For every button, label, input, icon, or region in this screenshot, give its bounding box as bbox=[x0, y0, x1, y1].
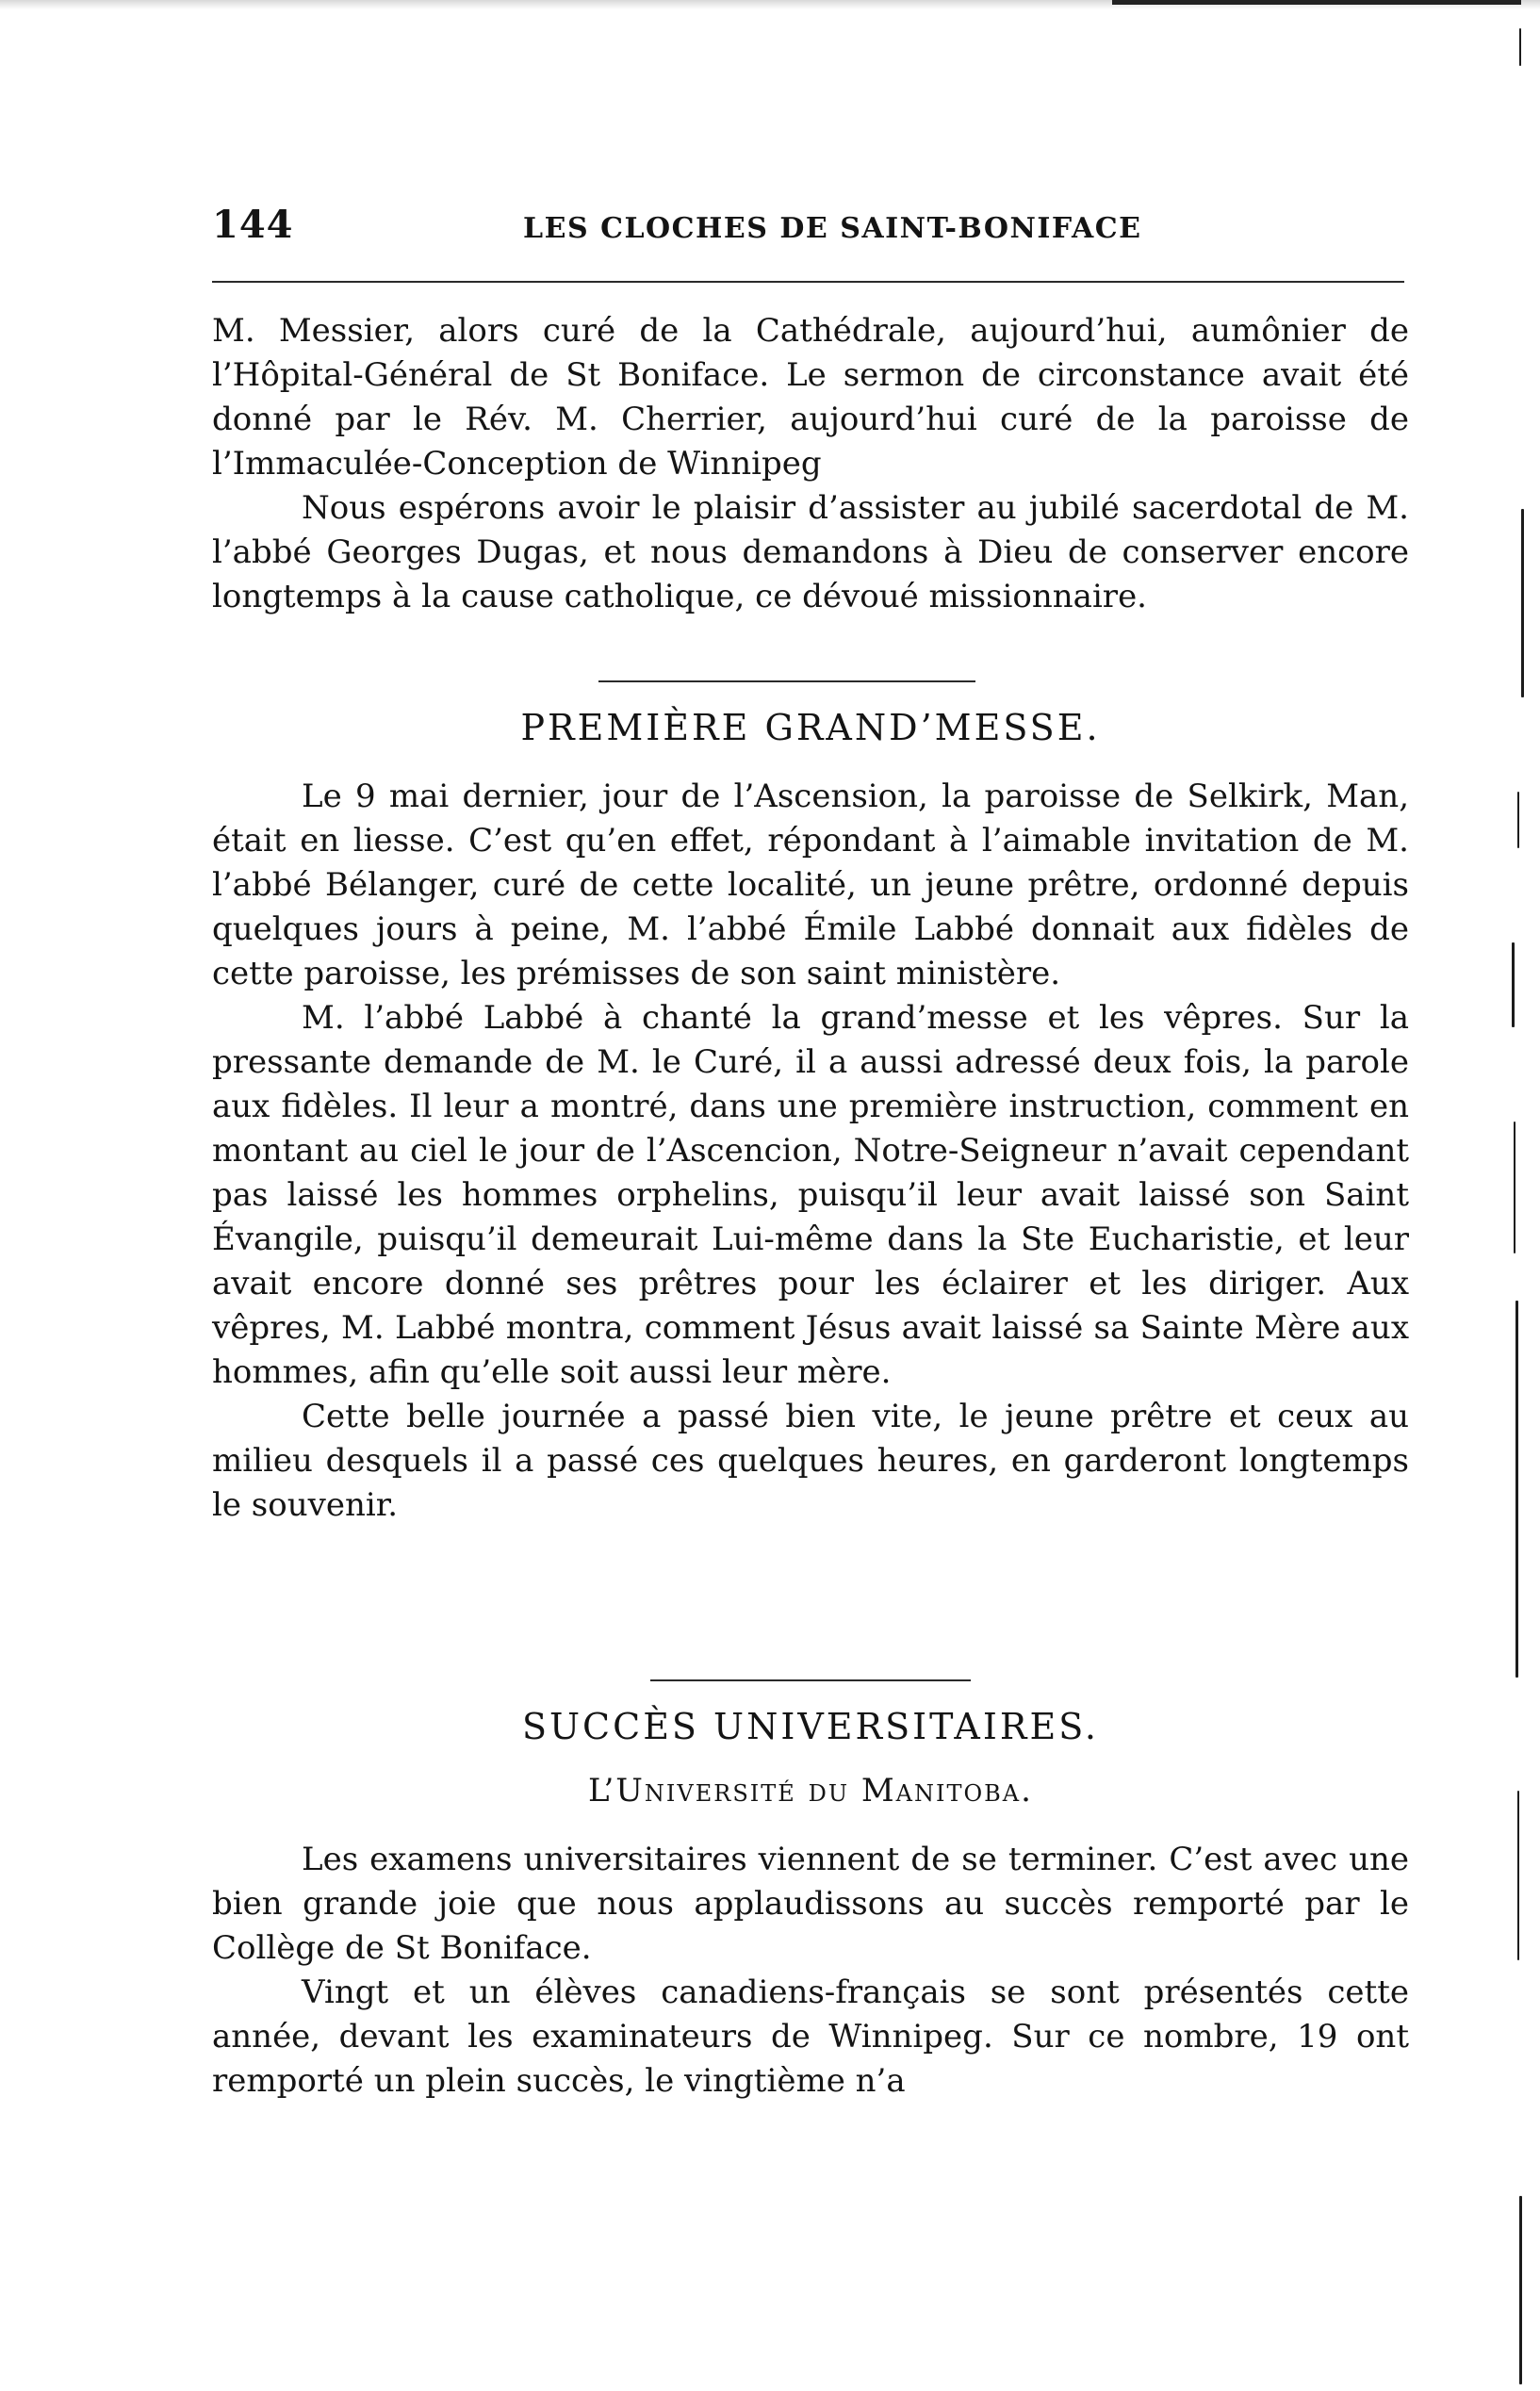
section-divider bbox=[598, 680, 975, 682]
scan-right-edge-mark bbox=[1519, 28, 1521, 66]
running-title: LES CLOCHES DE SAINT-BONIFACE bbox=[523, 212, 1142, 245]
header-rule bbox=[212, 281, 1404, 283]
paragraph: Nous espérons avoir le plaisir d’assister au jubilé sacerdotal de M. l’abbé Georges Dugas, et nous demandons à Dieu de conserver encore longtemps à la cause catholique, ce dévoué missionnaire. bbox=[212, 489, 1409, 615]
section-divider bbox=[650, 1679, 971, 1681]
scan-right-edge-mark bbox=[1517, 792, 1519, 848]
section-1-text bbox=[212, 775, 1409, 1528]
paragraph: M. l’abbé Labbé à chanté la grand’messe et les vêpres. Sur la pressante demande de M. le Curé, il a aussi adressé deux fois, la parole aux fidèles. Il leur a montré, dans une première instruction, comment en montant au ciel le jour de l’Ascencion, Notre-Seigneur n’avait cependant pas laissé les hommes orphelins, puisqu’il leur avait laissé son Saint Évangile, puisqu’il demeurait Lui-même dans la Ste Eucharistie, et leur avait encore donné ses prêtres pour les éclairer et les diriger. Aux vêpres, M. Labbé montra, comment Jésus avait laissé sa Sainte Mère aux hommes, afin qu’elle soit aussi leur mère. bbox=[212, 999, 1409, 1391]
scan-right-edge-mark bbox=[1519, 2196, 1522, 2384]
scan-top-edge-mark bbox=[1112, 0, 1521, 5]
page-number: 144 bbox=[212, 203, 294, 247]
paragraph: Le 9 mai dernier, jour de l’Ascension, la paroisse de Selkirk, Man, était en liesse. C’est qu’en effet, répondant à l’aimable invitation de M. l’abbé Bélanger, curé de cette localité, un jeune prêtre, ordonné depuis quelques jours à peine, M. l’abbé Émile Labbé donnait aux fidèles de cette paroisse, les prémisses de son saint ministère. bbox=[212, 778, 1409, 992]
opening-text bbox=[212, 309, 1409, 619]
section-heading: SUCCÈS UNIVERSITAIRES. bbox=[521, 1706, 1099, 1747]
paragraph: Cette belle journée a passé bien vite, le jeune prêtre et ceux au milieu desquels il a passé ces quelques heures, en garderont longtemps le souvenir. bbox=[212, 1398, 1409, 1524]
scan-right-edge-mark bbox=[1514, 1122, 1515, 1253]
scan-right-edge-mark bbox=[1515, 1301, 1518, 1678]
scan-right-edge-mark bbox=[1517, 1791, 1519, 1960]
paragraph: Vingt et un élèves canadiens-français se sont présentés cette année, devant les examinateurs de Winnipeg. Sur ce nombre, 19 ont remporté un plein succès, le vingtième n’a bbox=[212, 1973, 1409, 2100]
page-header bbox=[212, 203, 1404, 259]
section-heading: PREMIÈRE GRAND’MESSE. bbox=[520, 707, 1101, 748]
section-2-text bbox=[212, 1838, 1409, 2104]
scan-right-edge-mark bbox=[1521, 509, 1524, 697]
paragraph: M. Messier, alors curé de la Cathédrale, aujourd’hui, aumônier de l’Hôpital-Général de St Boniface. Le sermon de circonstance avait été donné par le Rév. M. Cherrier, aujourd’hui curé de la paroisse de l’Immaculée-Conception de Winnipeg bbox=[212, 312, 1409, 483]
paragraph: Les examens universitaires viennent de se terminer. C’est avec une bien grande joie que nous applaudissons au succès remporté par le Collège de St Boniface. bbox=[212, 1841, 1409, 1967]
scan-right-edge-mark bbox=[1512, 942, 1515, 1027]
section-subheading: L’Université du Manitoba. bbox=[588, 1772, 1033, 1810]
